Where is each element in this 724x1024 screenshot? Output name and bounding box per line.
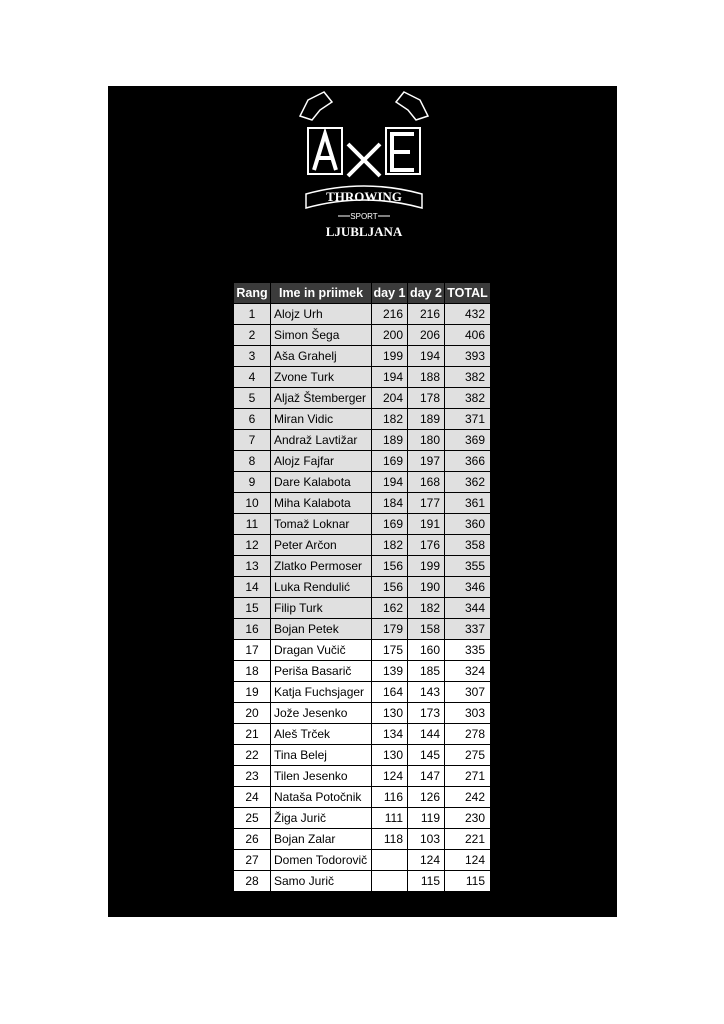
name-cell: Tomaž Loknar [271,514,372,535]
day2-cell: 178 [408,388,445,409]
name-cell: Aša Grahelj [271,346,372,367]
day1-cell: 164 [372,682,408,703]
name-cell: Filip Turk [271,598,372,619]
day1-cell: 130 [372,703,408,724]
table-row [234,325,491,346]
day2-cell: 189 [408,409,445,430]
rank-cell: 23 [234,766,271,787]
day2-cell: 199 [408,556,445,577]
day1-cell: 156 [372,577,408,598]
day2-cell: 145 [408,745,445,766]
table-row [234,787,491,808]
day2-cell: 158 [408,619,445,640]
name-cell: Jože Jesenko [271,703,372,724]
table-row [234,514,491,535]
total-cell: 361 [445,493,491,514]
table-row [234,577,491,598]
table-row [234,367,491,388]
name-cell: Luka Rendulić [271,577,372,598]
table-row [234,388,491,409]
table-row [234,808,491,829]
rank-cell: 10 [234,493,271,514]
total-cell: 406 [445,325,491,346]
day1-cell: 169 [372,514,408,535]
rank-cell: 25 [234,808,271,829]
day1-cell: 179 [372,619,408,640]
day1-cell: 216 [372,304,408,325]
header-day2: day 2 [408,283,445,304]
day1-cell: 175 [372,640,408,661]
day2-cell: 126 [408,787,445,808]
total-cell: 382 [445,388,491,409]
total-cell: 275 [445,745,491,766]
results-table [233,282,491,892]
rank-cell: 26 [234,829,271,850]
day1-cell: 124 [372,766,408,787]
table-row [234,493,491,514]
name-cell: Periša Basarič [271,661,372,682]
table-row [234,451,491,472]
rank-cell: 28 [234,871,271,892]
day2-cell: 191 [408,514,445,535]
day2-cell: 197 [408,451,445,472]
rank-cell: 3 [234,346,271,367]
name-cell: Nataša Potočnik [271,787,372,808]
day2-cell: 173 [408,703,445,724]
header-total: TOTAL [445,283,491,304]
total-cell: 115 [445,871,491,892]
rank-cell: 17 [234,640,271,661]
day2-cell: 143 [408,682,445,703]
table-row [234,535,491,556]
name-cell: Tina Belej [271,745,372,766]
day1-cell: 134 [372,724,408,745]
name-cell: Bojan Petek [271,619,372,640]
table-row [234,346,491,367]
name-cell: Miha Kalabota [271,493,372,514]
table-header-row [234,283,491,304]
rank-cell: 22 [234,745,271,766]
total-cell: 278 [445,724,491,745]
total-cell: 366 [445,451,491,472]
rank-cell: 13 [234,556,271,577]
table-row [234,682,491,703]
table-row [234,661,491,682]
total-cell: 393 [445,346,491,367]
rank-cell: 14 [234,577,271,598]
day1-cell: 194 [372,367,408,388]
day1-cell: 184 [372,493,408,514]
total-cell: 303 [445,703,491,724]
day2-cell: 176 [408,535,445,556]
header-day1: day 1 [372,283,408,304]
day1-cell: 130 [372,745,408,766]
rank-cell: 5 [234,388,271,409]
logo-throwing-text: THROWING [326,189,402,204]
table-row [234,766,491,787]
day1-cell: 169 [372,451,408,472]
day2-cell: 115 [408,871,445,892]
rank-cell: 24 [234,787,271,808]
total-cell: 355 [445,556,491,577]
rank-cell: 7 [234,430,271,451]
total-cell: 230 [445,808,491,829]
total-cell: 371 [445,409,491,430]
day1-cell: 199 [372,346,408,367]
day2-cell: 216 [408,304,445,325]
name-cell: Bojan Zalar [271,829,372,850]
total-cell: 369 [445,430,491,451]
total-cell: 358 [445,535,491,556]
header-rank: Rang [234,283,271,304]
day2-cell: 177 [408,493,445,514]
table-row [234,724,491,745]
day1-cell: 139 [372,661,408,682]
total-cell: 346 [445,577,491,598]
total-cell: 362 [445,472,491,493]
table-row [234,598,491,619]
day1-cell: 156 [372,556,408,577]
name-cell: Tilen Jesenko [271,766,372,787]
total-cell: 124 [445,850,491,871]
day1-cell: 182 [372,409,408,430]
day2-cell: 147 [408,766,445,787]
name-cell: Domen Todorovič [271,850,372,871]
day2-cell: 119 [408,808,445,829]
name-cell: Alojz Urh [271,304,372,325]
day1-cell: 118 [372,829,408,850]
rank-cell: 15 [234,598,271,619]
name-cell: Žiga Jurič [271,808,372,829]
name-cell: Peter Arčon [271,535,372,556]
total-cell: 360 [445,514,491,535]
table-row [234,619,491,640]
day2-cell: 194 [408,346,445,367]
total-cell: 242 [445,787,491,808]
total-cell: 432 [445,304,491,325]
day2-cell: 182 [408,598,445,619]
total-cell: 337 [445,619,491,640]
rank-cell: 19 [234,682,271,703]
day2-cell: 188 [408,367,445,388]
day1-cell: 162 [372,598,408,619]
table-row [234,556,491,577]
logo-city-text: LJUBLJANA [325,224,403,239]
total-cell: 382 [445,367,491,388]
table-row [234,304,491,325]
header-name: Ime in priimek [271,283,372,304]
rank-cell: 11 [234,514,271,535]
results-poster [108,86,617,917]
name-cell: Katja Fuchsjager [271,682,372,703]
rank-cell: 9 [234,472,271,493]
day2-cell: 190 [408,577,445,598]
name-cell: Zlatko Permoser [271,556,372,577]
table-row [234,409,491,430]
rank-cell: 8 [234,451,271,472]
day1-cell: 182 [372,535,408,556]
name-cell: Zvone Turk [271,367,372,388]
day2-cell: 185 [408,661,445,682]
day1-cell: 189 [372,430,408,451]
rank-cell: 12 [234,535,271,556]
rank-cell: 21 [234,724,271,745]
total-cell: 271 [445,766,491,787]
table-row [234,850,491,871]
table-row [234,430,491,451]
day1-cell [372,871,408,892]
total-cell: 324 [445,661,491,682]
day2-cell: 180 [408,430,445,451]
day1-cell: 200 [372,325,408,346]
rank-cell: 20 [234,703,271,724]
table-row [234,703,491,724]
rank-cell: 2 [234,325,271,346]
day2-cell: 144 [408,724,445,745]
logo-sport-text: SPORT [350,212,378,221]
day2-cell: 206 [408,325,445,346]
table-row [234,829,491,850]
total-cell: 221 [445,829,491,850]
table-row [234,640,491,661]
table-row [234,871,491,892]
day2-cell: 124 [408,850,445,871]
day2-cell: 168 [408,472,445,493]
rank-cell: 16 [234,619,271,640]
total-cell: 344 [445,598,491,619]
day1-cell: 111 [372,808,408,829]
name-cell: Alojz Fajfar [271,451,372,472]
rank-cell: 27 [234,850,271,871]
day1-cell: 194 [372,472,408,493]
day2-cell: 103 [408,829,445,850]
day2-cell: 160 [408,640,445,661]
table-row [234,472,491,493]
name-cell: Aleš Trček [271,724,372,745]
name-cell: Dragan Vučič [271,640,372,661]
total-cell: 307 [445,682,491,703]
name-cell: Dare Kalabota [271,472,372,493]
name-cell: Miran Vidic [271,409,372,430]
day1-cell [372,850,408,871]
name-cell: Andraž Lavtižar [271,430,372,451]
table-row [234,745,491,766]
rank-cell: 18 [234,661,271,682]
name-cell: Samo Jurič [271,871,372,892]
axe-throwing-logo [294,86,434,246]
day1-cell: 204 [372,388,408,409]
rank-cell: 4 [234,367,271,388]
day1-cell: 116 [372,787,408,808]
name-cell: Simon Šega [271,325,372,346]
total-cell: 335 [445,640,491,661]
rank-cell: 6 [234,409,271,430]
rank-cell: 1 [234,304,271,325]
name-cell: Aljaž Štemberger [271,388,372,409]
